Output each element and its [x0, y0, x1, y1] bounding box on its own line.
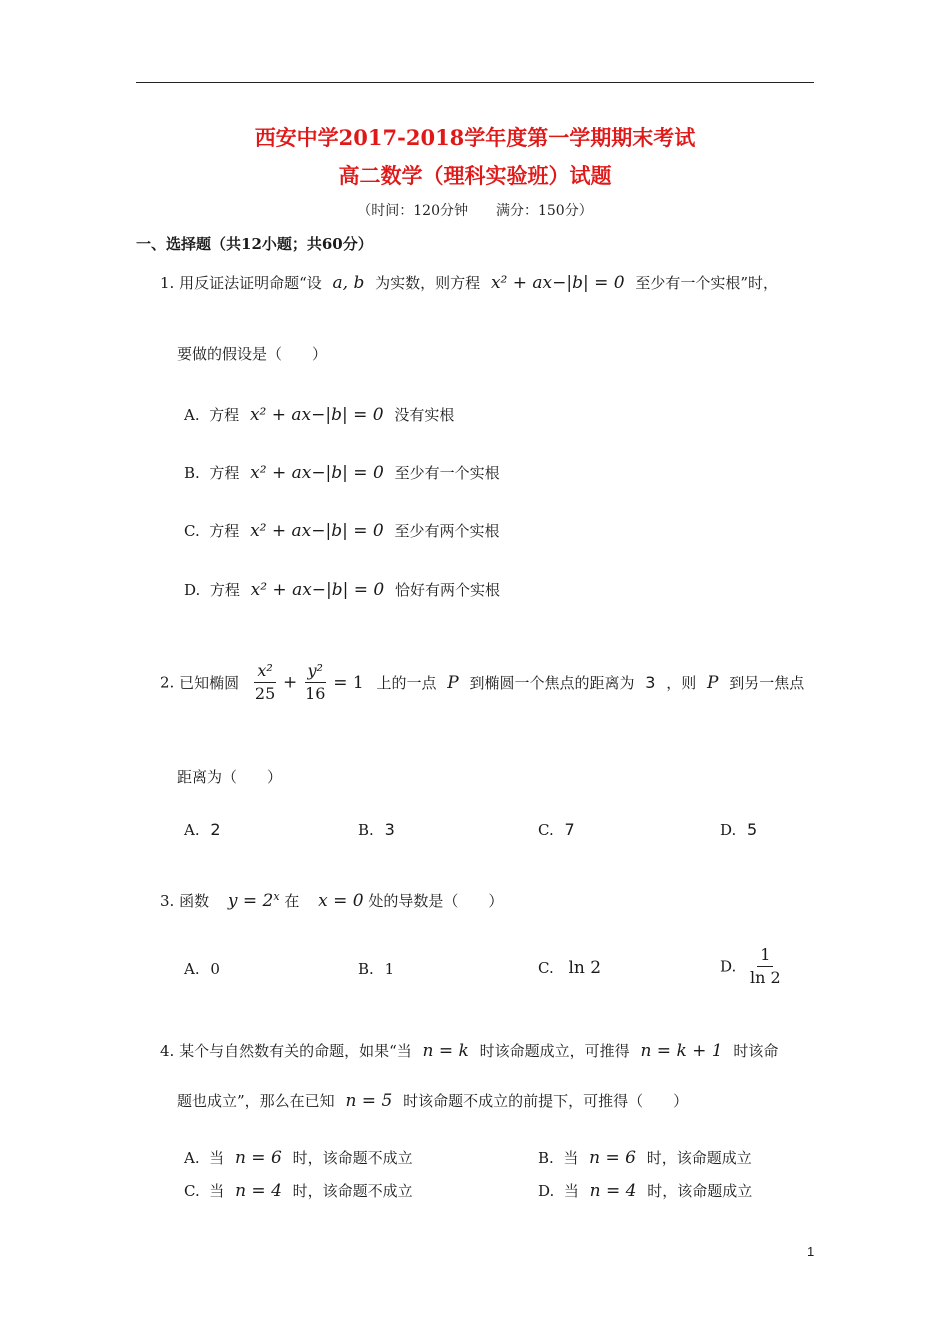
- q1-option-d[interactable]: [184, 579, 500, 600]
- question-number: 4.: [160, 1042, 175, 1060]
- q4-option-c[interactable]: [184, 1180, 413, 1201]
- math-exponent: x: [273, 890, 280, 903]
- question-2-line2: 距离为（ ）: [177, 768, 283, 786]
- option-text: 没有实根: [394, 406, 455, 424]
- math-equation: n = k + 1: [640, 1041, 723, 1061]
- option-text: 方程: [209, 522, 240, 540]
- option-label: B.: [184, 464, 200, 482]
- math-equation: n = 4: [589, 1181, 637, 1201]
- exam-subtitle: 高二数学（理科实验班）试题: [338, 163, 612, 188]
- q1-option-b[interactable]: [184, 462, 500, 483]
- fraction-numerator: x²: [254, 660, 275, 683]
- option-label: C.: [184, 1182, 200, 1200]
- option-value: 5: [747, 820, 758, 839]
- fraction-denominator: ln 2: [750, 968, 781, 987]
- fraction-denominator: 16: [305, 684, 326, 703]
- question-text: 已知椭圆: [179, 674, 240, 692]
- q2-option-c[interactable]: [538, 820, 575, 839]
- option-label: B.: [358, 821, 374, 839]
- fraction-numerator: 1: [757, 944, 773, 967]
- exam-title: 西安中学2017-2018学年度第一学期期末考试: [254, 125, 696, 150]
- q4-option-a[interactable]: [184, 1147, 413, 1168]
- math-equation: n = 6: [234, 1148, 282, 1168]
- q1-option-a[interactable]: [184, 404, 454, 425]
- option-text: 当: [563, 1182, 579, 1200]
- question-4-line1: [160, 1040, 778, 1061]
- math-equation: n = 4: [235, 1181, 282, 1201]
- question-text: 到椭圆一个焦点的距离为: [469, 674, 635, 692]
- math-equation: x² + ax−|b| = 0: [250, 580, 385, 600]
- option-label: C.: [184, 522, 200, 540]
- question-text: 时该命: [733, 1042, 779, 1060]
- q3-option-c[interactable]: [538, 958, 601, 978]
- option-text: 时，该命题成立: [647, 1182, 753, 1200]
- option-value: 2: [210, 820, 221, 839]
- option-label: D.: [184, 581, 201, 599]
- math-point: P: [707, 672, 719, 693]
- math-equation: x = 0: [318, 891, 364, 911]
- option-text: 至少有两个实根: [394, 522, 500, 540]
- option-text: 方程: [209, 406, 240, 424]
- math-equation: n = 6: [589, 1148, 636, 1168]
- option-text: 至少有一个实根: [394, 464, 500, 482]
- option-value: 7: [564, 820, 575, 839]
- fraction-x: [252, 660, 278, 705]
- q3-option-d[interactable]: [720, 944, 784, 989]
- option-value: 1: [384, 960, 395, 978]
- question-number: 1.: [160, 274, 175, 292]
- option-text: 时，该命题不成立: [292, 1182, 413, 1200]
- q3-option-b[interactable]: [358, 960, 394, 978]
- option-text: 恰好有两个实根: [395, 581, 501, 599]
- option-text: 时，该命题成立: [646, 1149, 752, 1167]
- option-label: D.: [720, 821, 737, 839]
- question-text: 为实数，则方程: [375, 274, 481, 292]
- header-rule: [136, 82, 814, 83]
- math-function: y = 2: [227, 891, 274, 911]
- math-equation: x² + ax−|b| = 0: [250, 463, 384, 483]
- option-text: 方程: [209, 464, 240, 482]
- question-1-line1: [160, 272, 778, 293]
- question-3-line1: [160, 890, 503, 911]
- option-text: 当: [209, 1149, 225, 1167]
- q2-option-d[interactable]: [720, 820, 757, 839]
- question-text: 题也成立”，那么在已知: [177, 1092, 335, 1110]
- question-4-line2: [177, 1090, 688, 1111]
- exam-info: （时间：120分钟 满分：150分）: [357, 203, 593, 219]
- option-text: 当: [563, 1149, 579, 1167]
- option-value: ln 2: [568, 958, 602, 978]
- math-equation: = 1: [333, 672, 364, 693]
- page-number: 1: [807, 1244, 815, 1259]
- question-1-line2: 要做的假设是（ ）: [177, 345, 328, 363]
- option-label: C.: [538, 821, 554, 839]
- option-label: A.: [184, 821, 200, 839]
- section-heading: 一、选择题（共12小题；共60分）: [136, 235, 373, 253]
- q4-option-b[interactable]: [538, 1147, 752, 1168]
- question-number: 3.: [160, 892, 175, 910]
- q3-option-a[interactable]: [184, 960, 220, 978]
- plus-sign: +: [283, 672, 298, 693]
- question-text: 到另一焦点: [729, 674, 805, 692]
- option-label: A.: [184, 406, 200, 424]
- fraction-denominator: 25: [254, 684, 276, 703]
- question-text: ，则: [666, 674, 697, 692]
- option-label: A.: [184, 1149, 200, 1167]
- option-value: 3: [384, 820, 395, 839]
- math-point: P: [447, 672, 459, 693]
- math-equation: x² + ax−|b| = 0: [249, 405, 384, 425]
- q2-option-a[interactable]: [184, 820, 221, 839]
- math-equation: x² + ax−|b| = 0: [490, 273, 625, 293]
- option-text: 方程: [209, 581, 240, 599]
- question-text: 上的一点: [376, 674, 437, 692]
- q2-option-b[interactable]: [358, 820, 395, 839]
- math-equation: x² + ax−|b| = 0: [250, 521, 384, 541]
- option-label: D.: [720, 957, 737, 976]
- option-text: 时，该命题不成立: [292, 1149, 413, 1167]
- option-label: D.: [538, 1182, 555, 1200]
- option-label: B.: [358, 960, 374, 978]
- option-label: A.: [184, 960, 200, 978]
- fraction-y: [302, 660, 328, 705]
- math-equation: n = k: [422, 1041, 469, 1061]
- question-text: 时该命题成立，可推得: [479, 1042, 630, 1060]
- option-value: 0: [210, 960, 220, 978]
- option-label: C.: [538, 959, 554, 977]
- option-label: B.: [538, 1149, 554, 1167]
- fraction-value: [747, 944, 784, 989]
- q4-option-d[interactable]: [538, 1180, 752, 1201]
- math-equation: n = 5: [345, 1091, 393, 1111]
- option-text: 当: [209, 1182, 225, 1200]
- fraction-numerator: y²: [305, 660, 326, 683]
- question-text: 用反证法证明命题“设: [179, 274, 322, 292]
- question-2-line1: [160, 660, 804, 705]
- question-text: 某个与自然数有关的命题，如果“当: [179, 1042, 412, 1060]
- question-text: 处的导数是（ ）: [368, 892, 504, 910]
- question-text: 至少有一个实根”时，: [635, 274, 779, 292]
- math-number: 3: [645, 673, 656, 692]
- question-text: 函数: [179, 892, 210, 910]
- question-text: 在: [284, 892, 300, 910]
- q1-option-c[interactable]: [184, 520, 500, 541]
- question-number: 2.: [160, 673, 175, 692]
- question-text: 时该命题不成立的前提下，可推得（ ）: [403, 1092, 689, 1110]
- math-vars: a, b: [332, 273, 365, 293]
